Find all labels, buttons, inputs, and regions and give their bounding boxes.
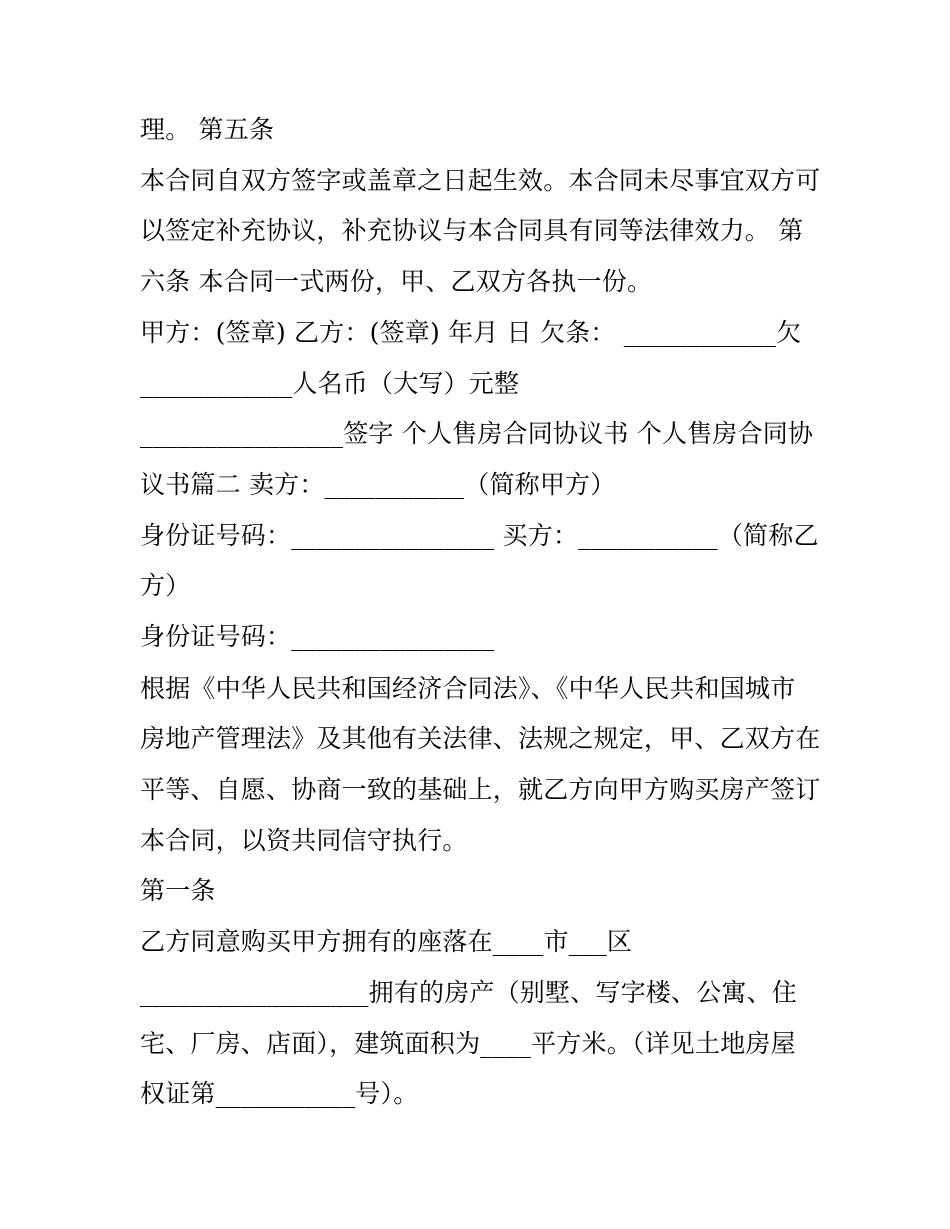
text-line: 乙方同意购买甲方拥有的座落在____市___区 bbox=[140, 927, 633, 956]
text-line: 以签定补充协议，补充协议与本合同具有同等法律效力。 第 bbox=[140, 216, 804, 245]
text-line: 甲方：(签章) 乙方：(签章) 年月 日 欠条： ____________欠 bbox=[140, 318, 802, 347]
text-line: __________________拥有的房产（别墅、写字楼、公寓、住 bbox=[140, 978, 798, 1007]
text-line: 身份证号码：________________ 买方：___________（简称乙 bbox=[140, 521, 819, 550]
text-line: 本合同自双方签字或盖章之日起生效。本合同未尽事宜双方可 bbox=[140, 166, 821, 195]
text-line: 平等、自愿、协商一致的基础上，就乙方向甲方购买房产签订 bbox=[140, 775, 821, 804]
text-line: 理。 第五条 bbox=[140, 115, 275, 144]
text-line: 宅、厂房、店面），建筑面积为____平方米。（详见土地房屋 bbox=[140, 1029, 796, 1058]
text-line: 房地产管理法》及其他有关法律、法规之规定，甲、乙双方在 bbox=[140, 724, 821, 753]
text-line: 身份证号码：________________ bbox=[140, 622, 495, 651]
text-line: 议书篇二 卖方：___________（简称甲方） bbox=[140, 470, 616, 499]
text-line: 权证第___________号）。 bbox=[140, 1079, 419, 1108]
text-line: 本合同，以资共同信守执行。 bbox=[140, 826, 468, 855]
text-line: 方） bbox=[140, 571, 191, 600]
text-line: ________________签字 个人售房合同协议书 个人售房合同协 bbox=[140, 419, 814, 448]
text-line: 六条 本合同一式两份，甲、乙双方各执一份。 bbox=[140, 267, 653, 296]
text-line: ____________人名币（大写）元整 bbox=[140, 369, 520, 398]
text-line: 第一条 bbox=[140, 876, 216, 905]
text-line: 根据《中华人民共和国经济合同法》、《中华人民共和国城市 bbox=[140, 674, 796, 703]
